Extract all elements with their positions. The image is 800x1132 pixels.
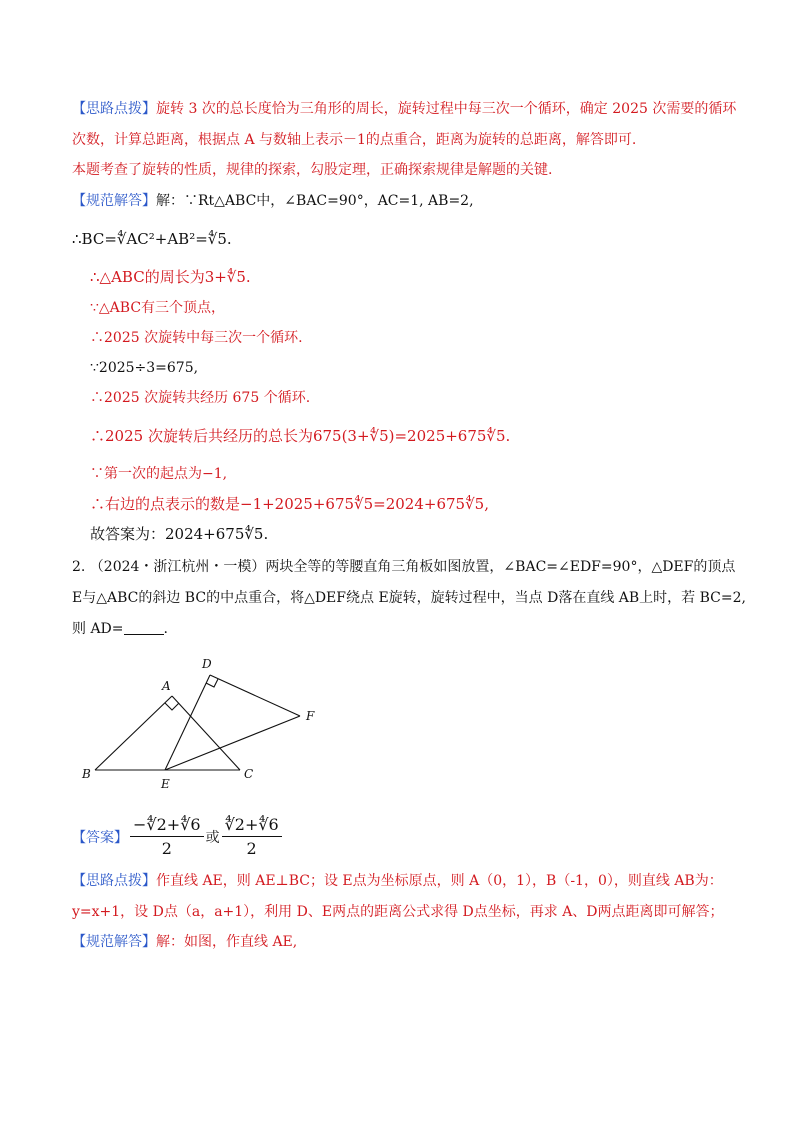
solution-line-9: ∵第一次的起点为−1, [90,466,228,482]
solution-line-6: ∵2025÷3=675, [90,360,199,376]
solution-line-10: ∴右边的点表示的数是−1+2025+675∜5=2024+675∜5, [90,495,489,513]
hint-paragraph-2: 【思路点拨】作直线 AE，则 AE⊥BC；设 E点为坐标原点，则 A（0，1），B（-1，0），则直线 AB为： [72,873,723,889]
geometry-figure [70,650,350,800]
label-A: A [162,679,171,693]
label-F: F [306,709,315,723]
answer-blank [124,620,164,635]
hint-tag-2: 【思路点拨】 [72,873,156,889]
label-C: C [244,767,254,781]
right-angle-mark-A [165,703,179,710]
solution-line-1: 【规范解答】解：∵Rt△ABC中，∠BAC=90°，AC=1, AB=2, [72,193,474,209]
solution-tag: 【规范解答】 [72,193,156,209]
segment-AB [95,696,172,770]
solution-line-3: ∴△ABC的周长为3+∜5. [90,268,251,286]
question-2-line-1: 2. （2024・浙江杭州・一模）两块全等的等腰直角三角板如图放置，∠BAC=∠EDF=90°，△DEF的顶点 [72,559,736,575]
question-2-line-2: E与△ABC的斜边 BC的中点重合，将△DEF绕点 E旋转，旋转过程中，当点 D落在直线 AB上时，若 BC=2, [72,590,746,606]
hint-paragraph-1 [72,100,736,118]
segment-DF [210,675,300,716]
solution-tag-2: 【规范解答】 [72,934,156,950]
label-E: E [161,777,170,791]
solution-line-2: ∴BC=∜AC²+AB²=∜5. [72,230,232,248]
solution-line-7: ∴2025 次旋转共经历 675 个循环. [90,390,311,406]
answer-fraction-1: $\frac{-∜2+∜6}{2}$ [130,815,204,858]
hint-text: 旋转 3 次的总长度恰为三角形的周长，旋转过程中每三次一个循环，确定 2025 次需要的循环 [156,101,737,117]
solution-line-4: ∵△ABC有三个顶点， [90,300,226,316]
question-2-line-3: 则 AD= . [72,621,168,637]
segment-ED [165,675,210,770]
answer-or: 或 [205,829,220,846]
label-B: B [82,767,91,781]
hint-paragraph-2-cont: y=x+1，设 D点（a，a+1），利用 D、E两点的距离公式求得 D点坐标，再求 A、D两点距离即可解答； [72,904,724,920]
solution-2-line-1: 【规范解答】解：如图，作直线 AE, [72,934,298,950]
solution-line-8: ∴2025 次旋转后共经历的总长为675(3+∜5)=2025+675∜5. [90,427,511,445]
answer-fraction-2: $\frac{∜2+∜6}{2}$ [222,815,282,858]
hint-text-cont: 次数，计算总距离，根据点 A 与数轴上表示－1的点重合，距离为旋转的总距离，解答即可. [72,132,637,148]
solution-line-11: 故答案为：2024+675∜5. [90,525,269,543]
answer-tag: 【答案】 [72,829,128,846]
hint-summary: 本题考查了旋转的性质，规律的探索，勾股定理，正确探索规律是解题的关键. [72,162,553,178]
label-D: D [202,657,212,671]
answer-line [72,815,284,858]
hint-tag: 【思路点拨】 [72,101,156,117]
solution-line-5: ∴2025 次旋转中每三次一个循环. [90,330,303,346]
